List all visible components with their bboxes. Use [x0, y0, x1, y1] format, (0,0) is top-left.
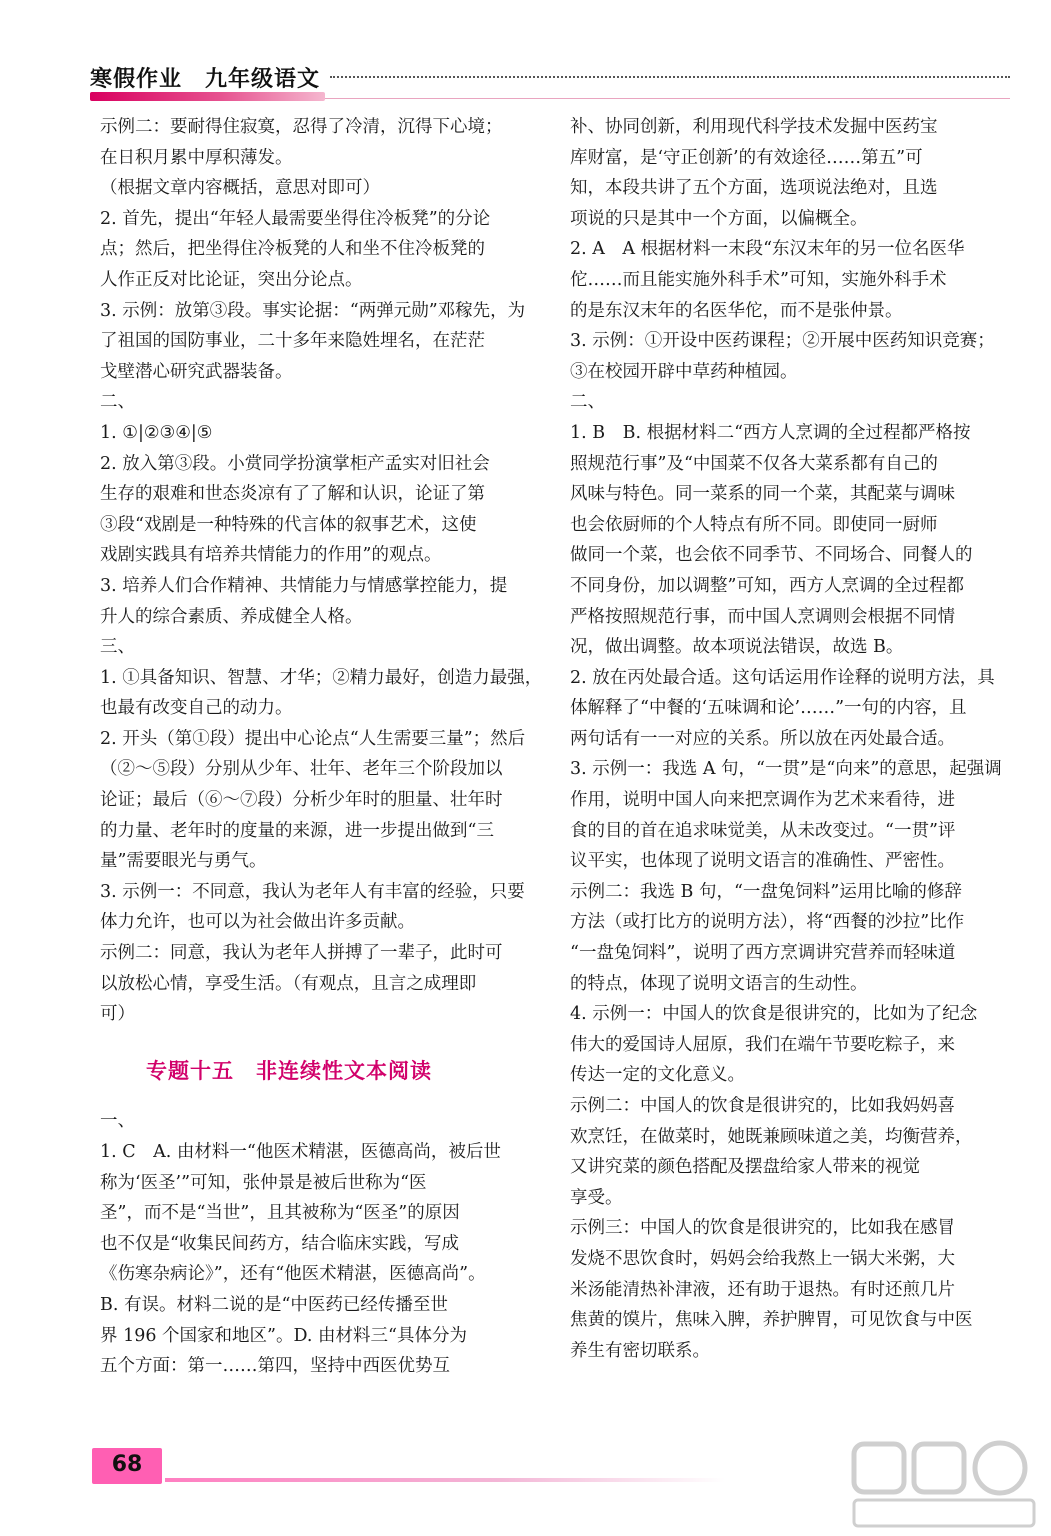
header-dotted-rule [330, 76, 1010, 78]
text-line: 严格按照规范行事，而中国人烹调则会根据不同情 [570, 606, 955, 627]
text-line: 戏剧实践具有培养共情能力的作用”的观点。 [100, 545, 442, 566]
text-line: 了祖国的国防事业，二十多年来隐姓埋名，在茫茫 [100, 331, 485, 352]
text-line: 况，做出调整。故本项说法错误，故选 B。 [570, 637, 904, 658]
text-line: 食的目的首在追求味觉美，从未改变过。“一贯”评 [570, 820, 956, 841]
text-line: 享受。 [570, 1187, 623, 1208]
text-line: ③段“戏剧是一种特殊的代言体的叙事艺术，这使 [100, 514, 477, 535]
text-line: 以放松心情，享受生活。（有观点，且言之成理即 [100, 973, 477, 994]
text-line: 项说的只是其中一个方面，以偏概全。 [570, 208, 868, 229]
text-line: 又讲究菜的颜色搭配及摆盘给家人带来的视觉 [570, 1157, 920, 1178]
header-pink-rule [325, 98, 1010, 99]
text-line: 米汤能清热补津液，还有助于退热。有时还煎几片 [570, 1279, 955, 1300]
text-line: 人作正反对比论证，突出分论点。 [100, 269, 363, 290]
text-line: 欢烹饪，在做菜时，她既兼顾味道之美，均衡营养， [570, 1126, 973, 1147]
text-line: 1. B B. 根据材料二“西方人烹调的全过程都严格按 [570, 422, 971, 443]
text-line: 补、协同创新，利用现代科学技术发掘中医药宝 [570, 117, 938, 137]
text-line: 作用，说明中国人向来把烹调作为艺术来看待，进 [570, 790, 955, 811]
text-line: 照规范行事”及“中国菜不仅各大菜系都有自己的 [570, 453, 938, 474]
page-number-box [92, 1448, 162, 1484]
section-title: 专题十五 非连续性文本阅读 [146, 1058, 432, 1083]
text-line: 1. C A. 由材料一“他医术精湛，医德高尚，被后世 [100, 1142, 501, 1162]
right-column [570, 112, 1015, 1366]
text-line: 论证；最后（⑥～⑦段）分析少年时的胆量、壮年时 [100, 790, 503, 811]
text-line: 库财富，是‘守正创新’的有效途径……第五”可 [570, 147, 923, 168]
text-line: 戈壁潜心研究武器装备。 [100, 361, 293, 382]
text-line: 也最有改变自己的动力。 [100, 698, 293, 719]
text-line: 三、 [100, 637, 135, 658]
text-line: B. 有误。材料二说的是“中医药已经传播至世 [100, 1294, 448, 1315]
text-line: 传达一定的文化意义。 [570, 1065, 745, 1086]
text-line: 圣”，而不是“当世”，且其被称为“医圣”的原因 [100, 1203, 460, 1224]
text-line: 伟大的爱国诗人屈原，我们在端午节要吃粽子，来 [570, 1034, 955, 1055]
page-header [90, 60, 1010, 106]
text-line: 二、 [100, 392, 135, 413]
text-line: 佗……而且能实施外科手术”可知，实施外科手术 [570, 269, 947, 290]
text-line: 的特点，体现了说明文语言的生动性。 [570, 973, 868, 994]
text-line: 界 196 个国家和地区”。D. 由材料三“具体分为 [100, 1325, 467, 1346]
text-line: 方法（或打比方的说明方法），将“西餐的沙拉”比作 [570, 912, 965, 933]
text-line: 1. ①|②③④|⑤ [100, 422, 213, 443]
text-line: 示例二：要耐得住寂寞，忍得了冷清，沉得下心境； [100, 117, 503, 137]
text-line: 不同身份，加以调整”可知，西方人烹调的全过程都 [570, 575, 964, 596]
text-line: 养生有密切联系。 [570, 1340, 710, 1361]
text-line: 点；然后，把坐得住冷板凳的人和坐不住冷板凳的 [100, 239, 485, 260]
text-line: 示例二：我选 B 句，“一盘兔饲料”运用比喻的修辞 [570, 881, 962, 902]
text-line: 2. 首先，提出“年轻人最需要坐得住冷板凳”的分论 [100, 208, 491, 229]
text-line: 2. 放在丙处最合适。这句话运用作诠释的说明方法，具 [570, 667, 995, 688]
header-title: 寒假作业 九年级语文 [90, 67, 321, 92]
text-line: 发烧不思饮食时，妈妈会给我熬上一锅大米粥，大 [570, 1248, 955, 1269]
text-line: 风味与特色。同一菜系的同一个菜，其配菜与调味 [570, 484, 955, 505]
text-line: 示例二：同意，我认为老年人拼搏了一辈子，此时可 [100, 943, 503, 964]
left-answers-bottom [100, 1106, 540, 1381]
text-line: （②～⑤段）分别从少年、壮年、老年三个阶段加以 [100, 759, 503, 780]
text-line: 3. 示例一：我选 A 句，“一贯”是“向来”的意思，起强调 [570, 759, 1002, 780]
text-line: ③在校园开辟中草药种植园。 [570, 361, 798, 382]
text-line: 3. 培养人们合作精神、共情能力与情感掌控能力，提 [100, 575, 508, 596]
text-line: 3. 示例一：不同意，我认为老年人有丰富的经验，只要 [100, 881, 525, 902]
text-line: 也会依厨师的个人特点有所不同。即使同一厨师 [570, 514, 938, 535]
text-line: 体力允许，也可以为社会做出许多贡献。 [100, 912, 415, 933]
text-line: 五个方面：第一……第四，坚持中西医优势互 [100, 1356, 450, 1377]
text-line: 的力量、老年时的度量的来源，进一步提出做到“三 [100, 820, 494, 841]
text-line: 焦黄的馍片，焦味入脾，养护脾胃，可见饮食与中医 [570, 1310, 973, 1331]
text-line: 4. 示例一：中国人的饮食是很讲究的，比如为了纪念 [570, 1004, 978, 1025]
text-line: 示例二：中国人的饮食是很讲究的，比如我妈妈喜 [570, 1096, 955, 1116]
text-line: 知，本段共讲了五个方面，选项说法绝对，且选 [570, 178, 938, 199]
text-line: 的是东汉末年的名医华佗，而不是张仲景。 [570, 300, 903, 321]
text-line: 两句话有一一对应的关系。所以放在丙处最合适。 [570, 728, 955, 749]
text-line: “一盘兔饲料”，说明了西方烹调讲究营养而轻味道 [570, 943, 956, 964]
text-line: 2. A A 根据材料一末段“东汉末年的另一位名医华 [570, 239, 965, 260]
text-line: 称为‘医圣’”可知，张仲景是被后世称为“医 [100, 1172, 427, 1193]
text-line: 一、 [100, 1111, 135, 1132]
text-line: （根据文章内容概括，意思对即可） [100, 178, 380, 199]
left-column [100, 112, 543, 1382]
text-line: 2. 放入第③段。小赏同学扮演掌柜产孟实对旧社会 [100, 453, 490, 474]
left-answers-top [100, 112, 543, 1030]
text-line: 可） [100, 1004, 135, 1025]
text-line: 做同一个菜，也会依不同季节、不同场合、同餐人的 [570, 545, 973, 566]
text-line: 量”需要眼光与勇气。 [100, 851, 267, 872]
text-line: 体解释了“中餐的‘五味调和论’……”一句的内容，且 [570, 698, 967, 719]
answer-watermark-logo-icon [850, 1440, 1040, 1530]
text-line: 在日积月累中厚积薄发。 [100, 147, 293, 168]
text-line: 示例三：中国人的饮食是很讲究的，比如我在感冒 [570, 1218, 955, 1239]
text-line: 3. 示例：放第③段。事实论据：“两弹元勋”邓稼先，为 [100, 300, 526, 321]
text-line: 生存的艰难和世态炎凉有了了解和认识，论证了第 [100, 484, 485, 505]
text-line: 3. 示例：①开设中医药课程；②开展中医药知识竞赛； [570, 331, 995, 352]
header-pink-band [90, 92, 325, 101]
text-line: 议平实，也体现了说明文语言的准确性、严密性。 [570, 851, 955, 872]
text-line: 也不仅是“收集民间药方，结合临床实践，写成 [100, 1233, 459, 1254]
text-line: 《伤寒杂病论》”，还有“他医术精湛，医德高尚”。 [100, 1264, 486, 1285]
page-number: 68 [111, 1452, 143, 1477]
text-line: 1. ①具备知识、智慧、才华；②精力最好，创造力最强， [100, 667, 543, 688]
text-line: 2. 开头（第①段）提出中心论点“人生需要三量”；然后 [100, 728, 526, 749]
right-answers [570, 112, 1015, 1366]
footer-pink-rule [165, 1478, 725, 1482]
text-line: 升人的综合素质、养成健全人格。 [100, 606, 363, 627]
text-line: 二、 [570, 392, 605, 413]
